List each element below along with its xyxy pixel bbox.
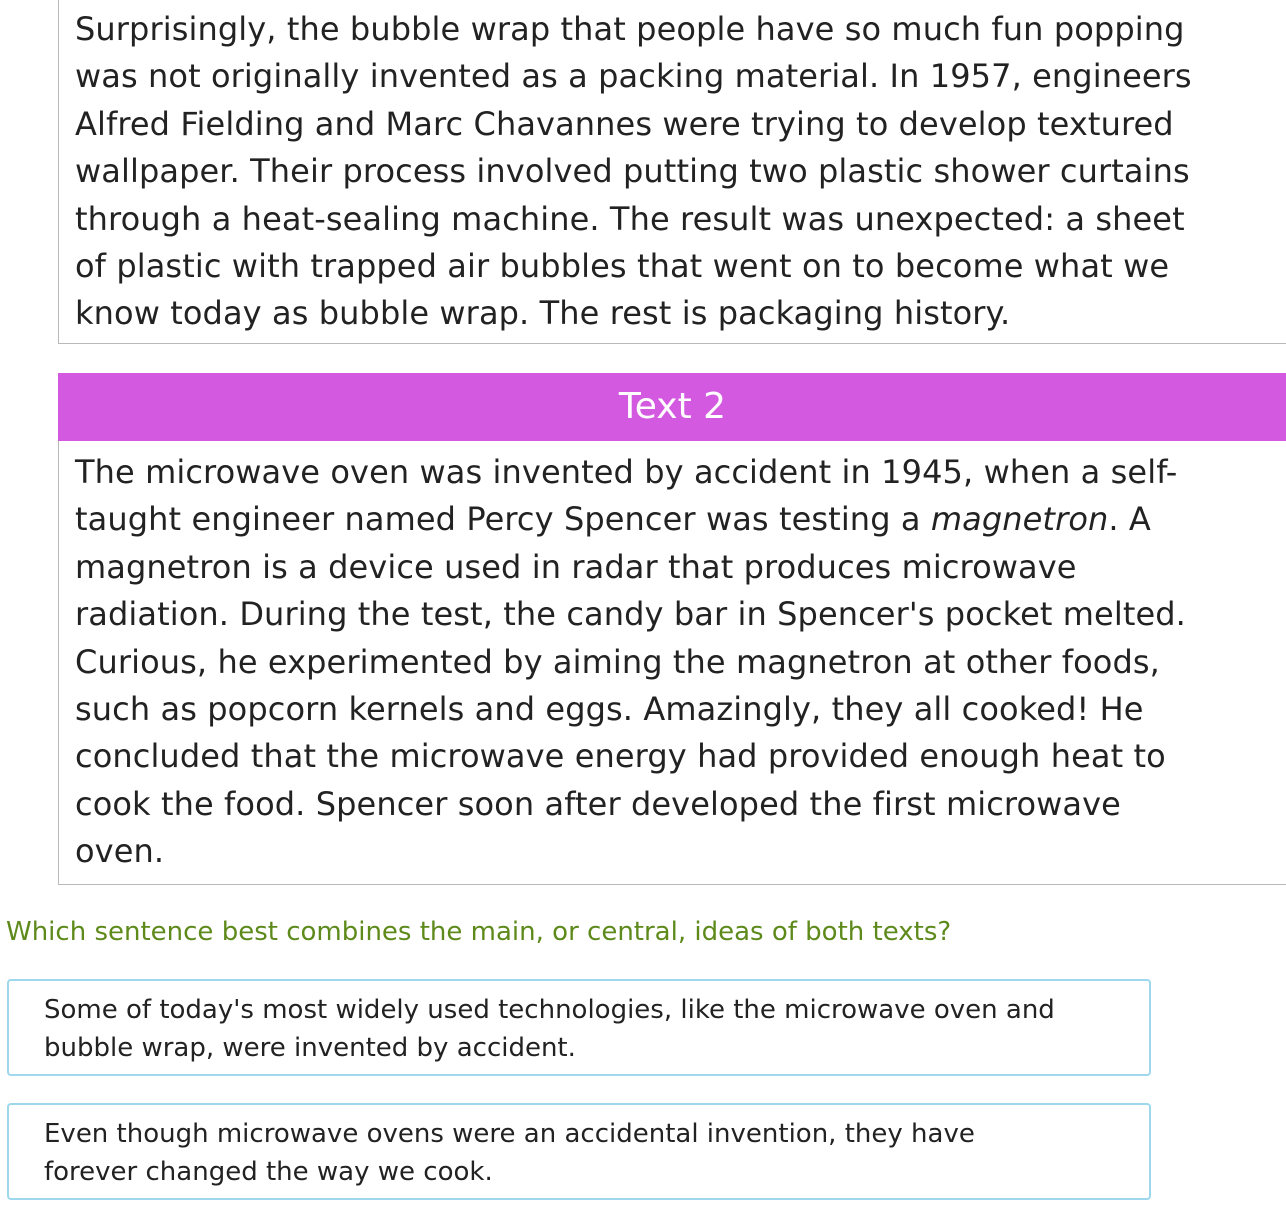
text2-line: Curious, he experimented by aiming the magnetron at other foods,	[75, 642, 1160, 681]
question-prompt: Which sentence best combines the main, or central, ideas of both texts?	[6, 917, 952, 947]
text1-line: wallpaper. Their process involved putting two plastic shower curtains	[75, 152, 1190, 191]
text2-passage	[75, 449, 1186, 876]
text2-line: concluded that the microwave energy had provided enough heat to	[75, 737, 1166, 776]
choice-line: forever changed the way we cook.	[44, 1157, 493, 1187]
answer-choice-1-text	[44, 991, 1055, 1067]
text2-line: cook the food. Spencer soon after developed the first microwave	[75, 784, 1121, 823]
text2-line: such as popcorn kernels and eggs. Amazingly, they all cooked! He	[75, 689, 1144, 728]
magnetron-term: magnetron	[930, 500, 1109, 539]
text1-panel	[58, 0, 1286, 344]
choice-line: Even though microwave ovens were an accidental invention, they have	[44, 1119, 975, 1149]
text1-line: know today as bubble wrap. The rest is packaging history.	[75, 294, 1011, 333]
text1-line: Alfred Fielding and Marc Chavannes were trying to develop textured	[75, 104, 1174, 143]
text1-line: of plastic with trapped air bubbles that went on to become what we	[75, 246, 1170, 285]
text2-panel	[58, 373, 1286, 885]
text2-line: The microwave oven was invented by accident in 1945, when a self-	[75, 453, 1178, 491]
answer-choice-1[interactable]	[7, 979, 1151, 1076]
text1-passage	[75, 6, 1192, 338]
text1-line: was not originally invented as a packing material. In 1957, engineers	[75, 57, 1192, 96]
text1-line: through a heat-sealing machine. The result was unexpected: a sheet	[75, 199, 1185, 238]
text2-line	[75, 496, 1186, 543]
text2-line-text: . A	[1108, 500, 1151, 539]
answer-choice-2[interactable]	[7, 1103, 1151, 1200]
text1-line: Surprisingly, the bubble wrap that people have so much fun popping	[75, 10, 1185, 48]
text2-line: radiation. During the test, the candy bar in Spencer's pocket melted.	[75, 595, 1186, 634]
text2-line-text: taught engineer named Percy Spencer was testing a	[75, 500, 931, 539]
choice-line: bubble wrap, were invented by accident.	[44, 1033, 576, 1063]
text2-line: oven.	[75, 832, 165, 871]
choice-line: Some of today's most widely used technologies, like the microwave oven and	[44, 995, 1055, 1025]
answer-choice-2-text	[44, 1115, 975, 1191]
text2-line: magnetron is a device used in radar that produces microwave	[75, 547, 1077, 586]
text2-header: Text 2	[58, 373, 1286, 441]
